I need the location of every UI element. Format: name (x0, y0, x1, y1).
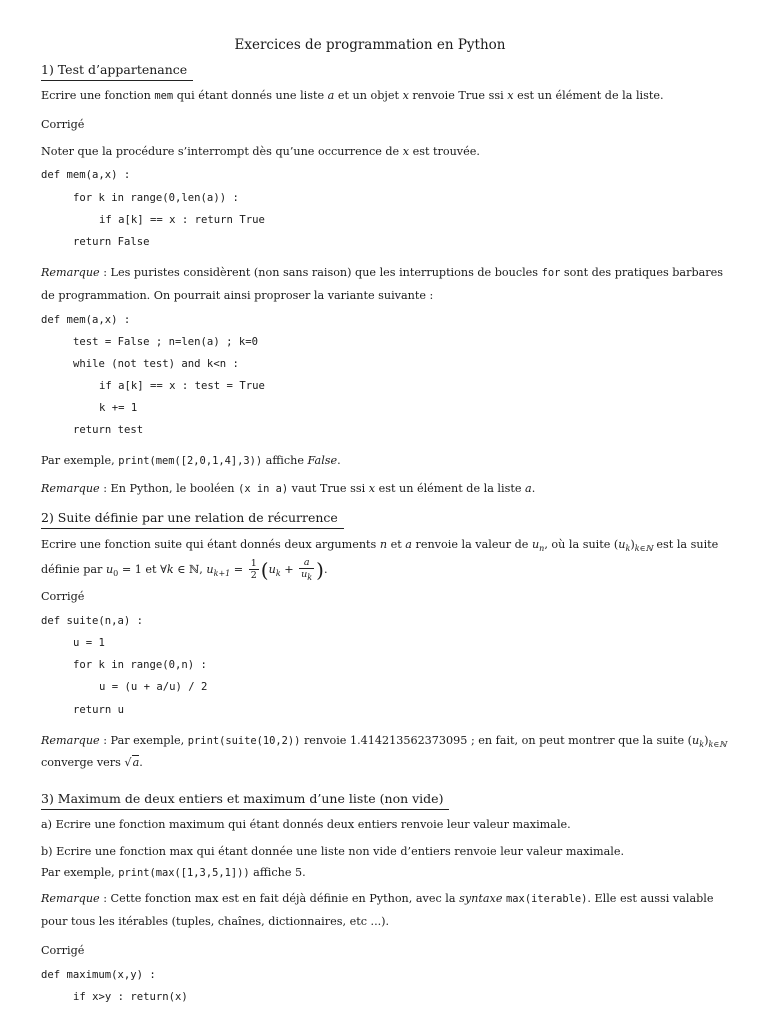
text: ssi (485, 89, 508, 102)
math-var: u (618, 538, 626, 551)
text: et un objet (334, 89, 403, 102)
code-line: return False (73, 236, 150, 248)
code-line: for k in range(0,len(a)) : (73, 192, 239, 204)
code-line: def mem(a,x) : (41, 169, 131, 181)
math-var: n (379, 538, 388, 551)
text: est trouvée. (409, 145, 480, 158)
math-sub: k (699, 740, 705, 750)
math-var: u (692, 734, 700, 747)
math-sub: k (307, 572, 313, 582)
text: est un élément de la liste (375, 482, 526, 495)
s1-corrige-label: Corrigé (41, 118, 85, 131)
remark-label: Remarque (41, 482, 100, 495)
code-line: u = 1 (73, 637, 105, 649)
math-sub: k (275, 569, 281, 579)
math-var: u (105, 562, 114, 576)
math-sub: k∈ℕ (708, 740, 727, 750)
text: : Par exemple, (99, 734, 188, 747)
text: renvoie la valeur de (411, 538, 532, 551)
page-title: Exercices de programmation en Python (234, 37, 506, 53)
math-var: k (166, 562, 174, 576)
math-var: x (368, 482, 376, 495)
code-line: k += 1 (99, 402, 138, 414)
math-sub: k+1 (213, 569, 231, 579)
text: sont des pratiques barbares (560, 266, 723, 279)
text: qui étant donnés une liste (173, 89, 328, 102)
text: . (323, 562, 328, 576)
math-sub: 0 (113, 569, 119, 579)
sqrt-sign: √ (124, 756, 132, 769)
s2-remark (41, 734, 727, 749)
text: affiche 5. (249, 866, 306, 879)
text: , où la suite ( (544, 538, 619, 551)
text: vaut True ssi (288, 482, 369, 495)
text: Par exemple, (41, 454, 119, 467)
remark-label: Remarque (41, 734, 100, 747)
remark-label: Remarque (41, 892, 100, 905)
code-line: if x>y : return(x) (73, 991, 188, 1003)
s1-remark-1 (41, 266, 723, 279)
section-1-heading: 1) Test d’appartenance (41, 62, 193, 81)
text: définie par (41, 562, 106, 576)
text: : Cette fonction max est en fait déjà définie en Python, avec la (99, 892, 460, 905)
text: . Elle est aussi valable (587, 892, 714, 905)
text: = 1 et ∀ (118, 562, 167, 576)
math-var: x (507, 89, 514, 102)
math-var: u (268, 562, 276, 576)
emphasis: syntaxe (459, 892, 503, 905)
math-var: u (531, 538, 540, 551)
code-line: def maximum(x,y) : (41, 969, 156, 981)
s2-statement-2 (41, 557, 328, 583)
text: Par exemple, (41, 866, 119, 879)
denominator: 2 (250, 570, 257, 582)
fraction-a-over-uk (299, 557, 314, 583)
s2-statement-1 (41, 538, 718, 553)
s3-part-b: b) Ecrire une fonction max qui étant donnée une liste non vide d’entiers renvoie leur valeur maximale. (41, 845, 625, 858)
numerator: a (299, 557, 314, 569)
s3-part-a: a) Ecrire une fonction maximum qui étant donnés deux entiers renvoie leur valeur maximale. (41, 818, 571, 831)
inline-code: print(max([1,3,5,1])) (118, 867, 250, 879)
code-line: for k in range(0,n) : (73, 659, 207, 671)
s2-remark-cont (41, 756, 143, 769)
text: renvoie (408, 89, 459, 102)
s1-statement (41, 89, 664, 102)
code-line: def suite(n,a) : (41, 615, 144, 627)
text: affiche (262, 454, 308, 467)
s3-remark-cont: pour tous les itérables (tuples, chaînes, dictionnaires, etc ...). (41, 915, 390, 928)
text: renvoie 1.414213562373095 ; en fait, on peut montrer que la suite ( (300, 734, 693, 747)
code-line: def mem(a,x) : (41, 314, 131, 326)
math-var: x (402, 89, 409, 102)
text: Ecrire une fonction suite qui étant donnés deux arguments (41, 538, 380, 551)
text: . (139, 756, 143, 769)
inline-code: max(iterable) (506, 893, 588, 905)
text: ) (630, 538, 635, 551)
remark-label: Remarque (41, 266, 100, 279)
inline-code: mem (154, 90, 174, 102)
fraction-half (249, 558, 259, 581)
s2-corrige-label: Corrigé (41, 590, 85, 603)
text: et (387, 538, 406, 551)
math-sub: k∈ℕ (634, 544, 653, 554)
s3-example (41, 866, 306, 879)
code-line: while (not test) and k<n : (73, 358, 239, 370)
s1-remark-1-cont: de programmation. On pourrait ainsi proproser la variante suivante : (41, 289, 434, 302)
paren-close: ) (316, 557, 324, 582)
text: ) (704, 734, 709, 747)
text: ∈ ℕ, (173, 562, 207, 576)
s1-note (41, 145, 480, 158)
text: Ecrire une fonction (41, 89, 155, 102)
math-var: a (405, 538, 412, 551)
denominator: u (301, 569, 308, 580)
math-sub: n (539, 544, 545, 554)
text: est un élément de la liste. (513, 89, 664, 102)
s3-remark (41, 892, 714, 905)
inline-code: for (541, 267, 561, 279)
math-sub: k (625, 544, 631, 554)
false-literal: False (307, 454, 338, 467)
true-literal: True (458, 89, 486, 102)
inline-code: print(suite(10,2)) (187, 735, 301, 747)
text: . (531, 482, 536, 495)
inline-code: print(mem([2,0,1,4],3)) (118, 455, 263, 467)
section-2-heading: 2) Suite définie par une relation de récurrence (41, 510, 344, 529)
text: Noter que la procédure s’interrompt dès qu’une occurrence de (41, 145, 403, 158)
text: est la suite (652, 538, 719, 551)
text: + (280, 562, 298, 576)
inline-code: (x in a) (238, 483, 289, 495)
code-line: return test (73, 424, 144, 436)
math-var: a (132, 756, 140, 769)
code-line: if a[k] == x : test = True (99, 380, 265, 392)
paren-open: ( (260, 557, 269, 582)
s1-example (41, 454, 341, 467)
code-line: return u (73, 704, 125, 716)
section-3-heading: 3) Maximum de deux entiers et maximum d’une liste (non vide) (41, 791, 449, 810)
math-var: a (327, 89, 335, 102)
math-var: x (402, 145, 410, 158)
s3-corrige-label: Corrigé (41, 944, 85, 957)
code-line: u = (u + a/u) / 2 (99, 681, 208, 693)
code-line: if a[k] == x : return True (99, 214, 265, 226)
text: : En Python, le booléen (99, 482, 239, 495)
text: converge vers (41, 756, 125, 769)
math-var: a (525, 482, 532, 495)
code-line: test = False ; n=len(a) ; k=0 (73, 336, 258, 348)
text: = (230, 562, 247, 576)
s1-remark-2 (41, 482, 535, 495)
text: . (337, 454, 341, 467)
numerator: 1 (250, 558, 257, 570)
text: : Les puristes considèrent (non sans raison) que les interruptions de boucles (99, 266, 542, 279)
math-var: u (206, 562, 214, 576)
